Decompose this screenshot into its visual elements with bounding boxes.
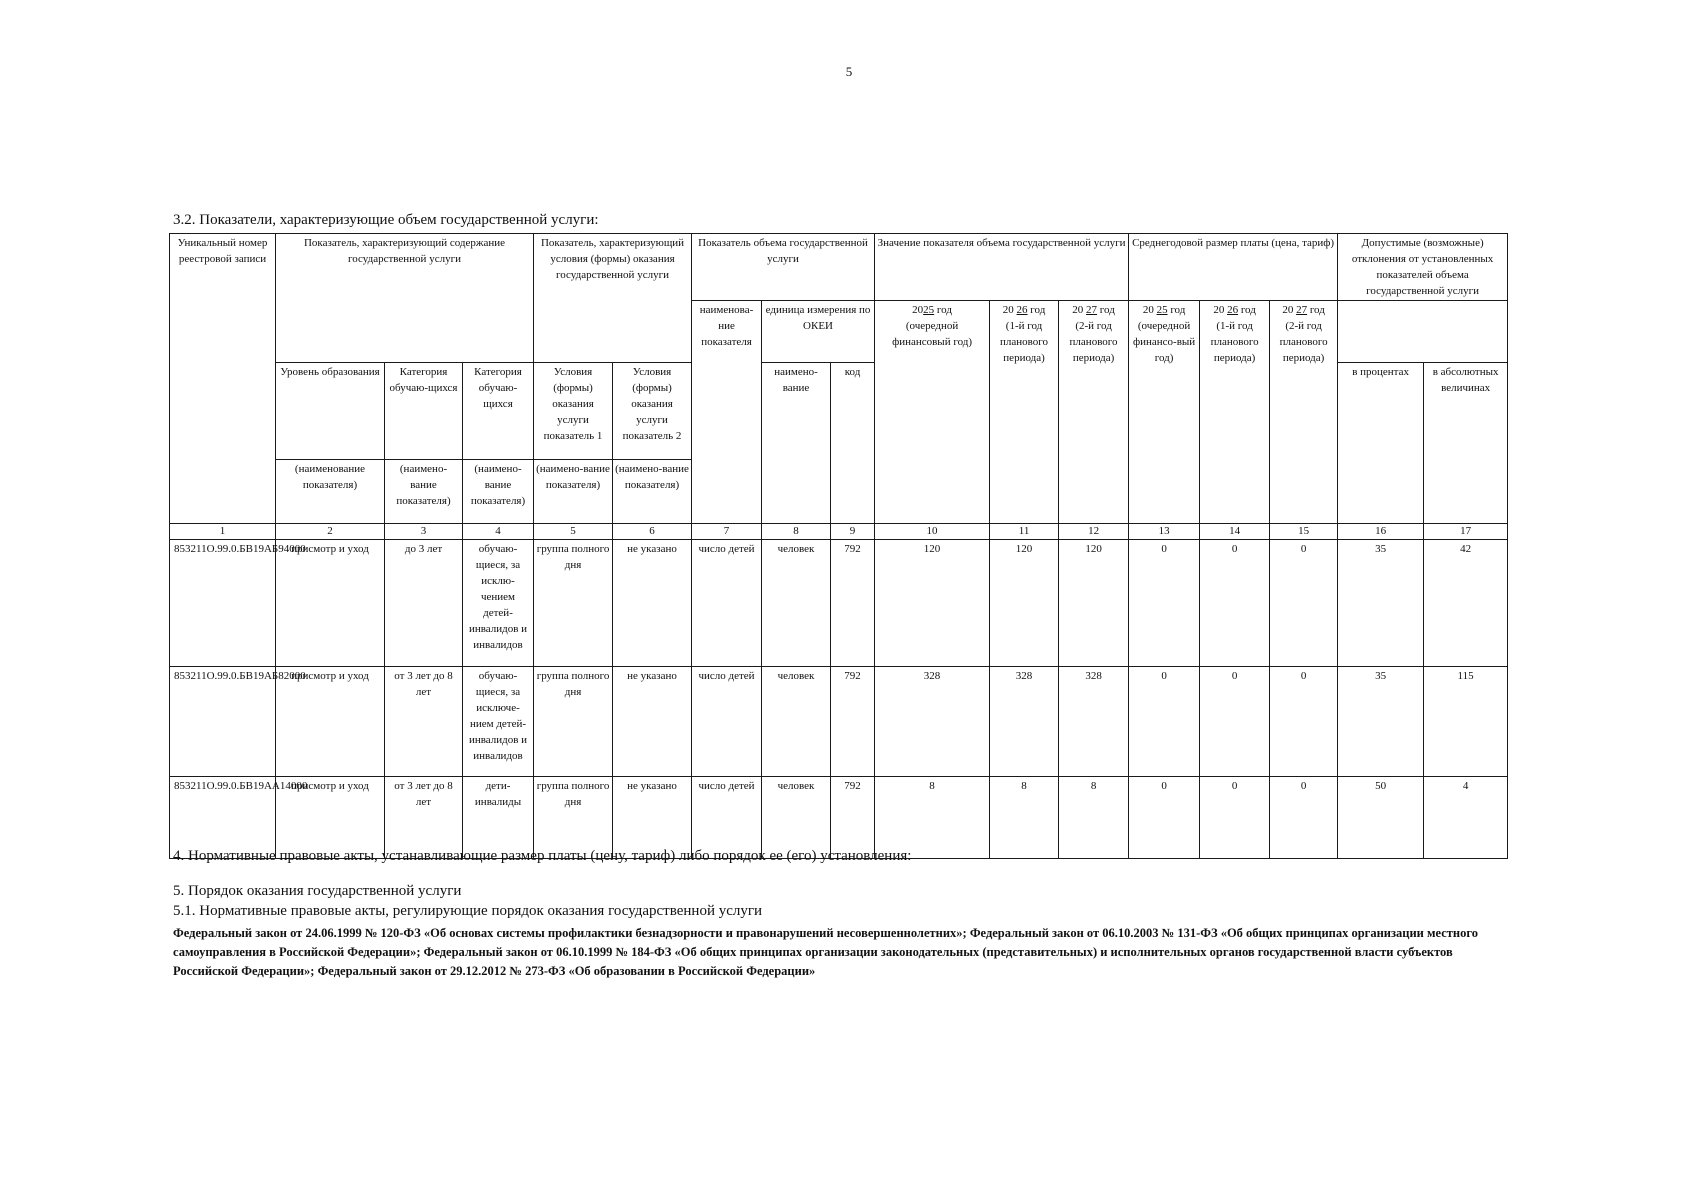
header-level: Уровень образования [276, 363, 385, 460]
column-number: 10 [875, 524, 990, 540]
cell-level: присмотр и уход [276, 777, 385, 859]
column-number: 6 [613, 524, 692, 540]
column-number: 2 [276, 524, 385, 540]
header-okei-unit: единица измерения по ОКЕИ [762, 301, 875, 363]
column-number: 14 [1200, 524, 1270, 540]
cell-condition-2: не указано [613, 540, 692, 667]
section-title: 3.2. Показатели, характеризующие объем государственной услуги: [173, 212, 599, 228]
cell-fee-2025: 0 [1129, 667, 1200, 777]
cell-value-2027: 120 [1059, 540, 1129, 667]
header-year-2026: 20 26 год (1-й год планового периода) [990, 301, 1059, 524]
cell-unit: человек [762, 777, 831, 859]
subheader-condition-2: (наимено-вание показателя) [613, 460, 692, 524]
column-number-row [170, 524, 1508, 540]
volume-indicators-table [169, 233, 1508, 859]
cell-category-2: обучаю-щиеся, за исключе-нием детей-инвалидов и инвалидов [463, 667, 534, 777]
cell-unit: человек [762, 540, 831, 667]
cell-category-1: от 3 лет до 8 лет [385, 667, 463, 777]
column-number: 13 [1129, 524, 1200, 540]
header-in-absolute: в абсолютных величинах [1424, 363, 1508, 524]
column-number: 15 [1270, 524, 1338, 540]
column-number: 12 [1059, 524, 1129, 540]
cell-fee-2025: 0 [1129, 540, 1200, 667]
cell-category-1: до 3 лет [385, 540, 463, 667]
cell-level: присмотр и уход [276, 667, 385, 777]
table-row [170, 540, 1508, 667]
header-fee-2026: 20 26 год (1-й год планового периода) [1200, 301, 1270, 524]
column-number: 4 [463, 524, 534, 540]
table-row [170, 777, 1508, 859]
cell-value-2026: 120 [990, 540, 1059, 667]
header-content-indicator: Показатель, характеризующий содержание государственной услуги [276, 234, 534, 363]
cell-code: 792 [831, 667, 875, 777]
cell-condition-2: не указано [613, 777, 692, 859]
section-5-heading: 5. Порядок оказания государственной услуги [173, 883, 462, 899]
cell-deviation-percent: 35 [1338, 540, 1424, 667]
header-allowed-deviation: Допустимые (возможные) отклонения от установленных показателей объема государственной услуги [1338, 234, 1508, 301]
section-4-heading: 4. Нормативные правовые акты, устанавливающие размер платы (цену, тариф) либо порядок ее (его) установления: [173, 848, 912, 864]
header-category-1: Категория обучаю-щихся [385, 363, 463, 460]
subheader-condition-1: (наимено-вание показателя) [534, 460, 613, 524]
cell-indicator: число детей [692, 667, 762, 777]
cell-category-2: дети-инвалиды [463, 777, 534, 859]
cell-code: 792 [831, 777, 875, 859]
cell-indicator: число детей [692, 777, 762, 859]
column-number: 11 [990, 524, 1059, 540]
cell-value-2026: 8 [990, 777, 1059, 859]
header-okei-name: наимено-вание [762, 363, 831, 524]
cell-code: 792 [831, 540, 875, 667]
cell-fee-2027: 0 [1270, 540, 1338, 667]
subheader-category-1: (наимено-вание показателя) [385, 460, 463, 524]
section-5-1-heading: 5.1. Нормативные правовые акты, регулирующие порядок оказания государственной услуги [173, 903, 763, 919]
cell-fee-2026: 0 [1200, 777, 1270, 859]
table-row [170, 667, 1508, 777]
cell-condition-1: группа полного дня [534, 540, 613, 667]
header-condition-2: Условия (формы) оказания услуги показатель 2 [613, 363, 692, 460]
cell-category-1: от 3 лет до 8 лет [385, 777, 463, 859]
page-number: 5 [845, 64, 853, 79]
column-number: 1 [170, 524, 276, 540]
column-number: 17 [1424, 524, 1508, 540]
cell-deviation-absolute: 4 [1424, 777, 1508, 859]
cell-value-2027: 8 [1059, 777, 1129, 859]
record-number: 853211О.99.0.БВ19АБ82000 [170, 667, 276, 777]
header-year-2027: 20 27 год (2-й год планового периода) [1059, 301, 1129, 524]
subheader-level: (наименование показателя) [276, 460, 385, 524]
cell-value-2025: 8 [875, 777, 990, 859]
cell-value-2025: 120 [875, 540, 990, 667]
header-deviation-spacer [1338, 301, 1508, 363]
cell-category-2: обучаю-щиеся, за исклю-чением детей-инвалидов и инвалидов [463, 540, 534, 667]
header-in-percent: в процентах [1338, 363, 1424, 524]
subheader-category-2: (наимено-вание показателя) [463, 460, 534, 524]
header-conditions-indicator: Показатель, характеризующий условия (формы) оказания государственной услуги [534, 234, 692, 363]
column-number: 3 [385, 524, 463, 540]
column-number: 9 [831, 524, 875, 540]
column-number: 5 [534, 524, 613, 540]
column-number: 16 [1338, 524, 1424, 540]
legal-acts-text: Федеральный закон от 24.06.1999 № 120-ФЗ «Об основах системы профилактики безнадзорности и правонарушений несовершеннолетних»; Федеральный закон от 06.10.2003 № 131-ФЗ «Об общих принципах организации местного самоуправления в Российской Федерации»; Федеральный закон от 06.10.1999 № 184-ФЗ «Об общих принципах организации законодательных (представительных) и исполнительных органов государственной власти субъектов Российской Федерации»; Федеральный закон от 29.12.2012 № 273-ФЗ «Об образовании в Российской Федерации» [173, 926, 1478, 978]
cell-condition-1: группа полного дня [534, 667, 613, 777]
header-volume-indicator: Показатель объема государственной услуги [692, 234, 875, 301]
cell-value-2025: 328 [875, 667, 990, 777]
cell-value-2027: 328 [1059, 667, 1129, 777]
cell-fee-2027: 0 [1270, 777, 1338, 859]
header-indicator-name: наименова-ние показателя [692, 301, 762, 524]
cell-unit: человек [762, 667, 831, 777]
cell-fee-2026: 0 [1200, 667, 1270, 777]
column-number: 7 [692, 524, 762, 540]
cell-condition-1: группа полного дня [534, 777, 613, 859]
cell-indicator: число детей [692, 540, 762, 667]
header-okei-code: код [831, 363, 875, 524]
cell-deviation-absolute: 115 [1424, 667, 1508, 777]
cell-deviation-absolute: 42 [1424, 540, 1508, 667]
header-unique-number: Уникальный номер реестровой записи [170, 234, 276, 524]
cell-level: присмотр и уход [276, 540, 385, 667]
cell-condition-2: не указано [613, 667, 692, 777]
column-number: 8 [762, 524, 831, 540]
header-condition-1: Условия (формы) оказания услуги показатель 1 [534, 363, 613, 460]
header-year-2025: 2025 год (очередной финансовый год) [875, 301, 990, 524]
record-number: 853211О.99.0.БВ19АА14000 [170, 777, 276, 859]
cell-fee-2025: 0 [1129, 777, 1200, 859]
header-volume-value: Значение показателя объема государственной услуги [875, 234, 1129, 301]
header-fee-2027: 20 27 год (2-й год планового периода) [1270, 301, 1338, 524]
cell-value-2026: 328 [990, 667, 1059, 777]
header-avg-fee: Среднегодовой размер платы (цена, тариф) [1129, 234, 1338, 301]
cell-fee-2026: 0 [1200, 540, 1270, 667]
cell-fee-2027: 0 [1270, 667, 1338, 777]
header-fee-2025: 20 25 год (очередной финансо-вый год) [1129, 301, 1200, 524]
record-number: 853211О.99.0.БВ19АБ94000 [170, 540, 276, 667]
cell-deviation-percent: 50 [1338, 777, 1424, 859]
header-category-2: Категория обучаю-щихся [463, 363, 534, 460]
cell-deviation-percent: 35 [1338, 667, 1424, 777]
